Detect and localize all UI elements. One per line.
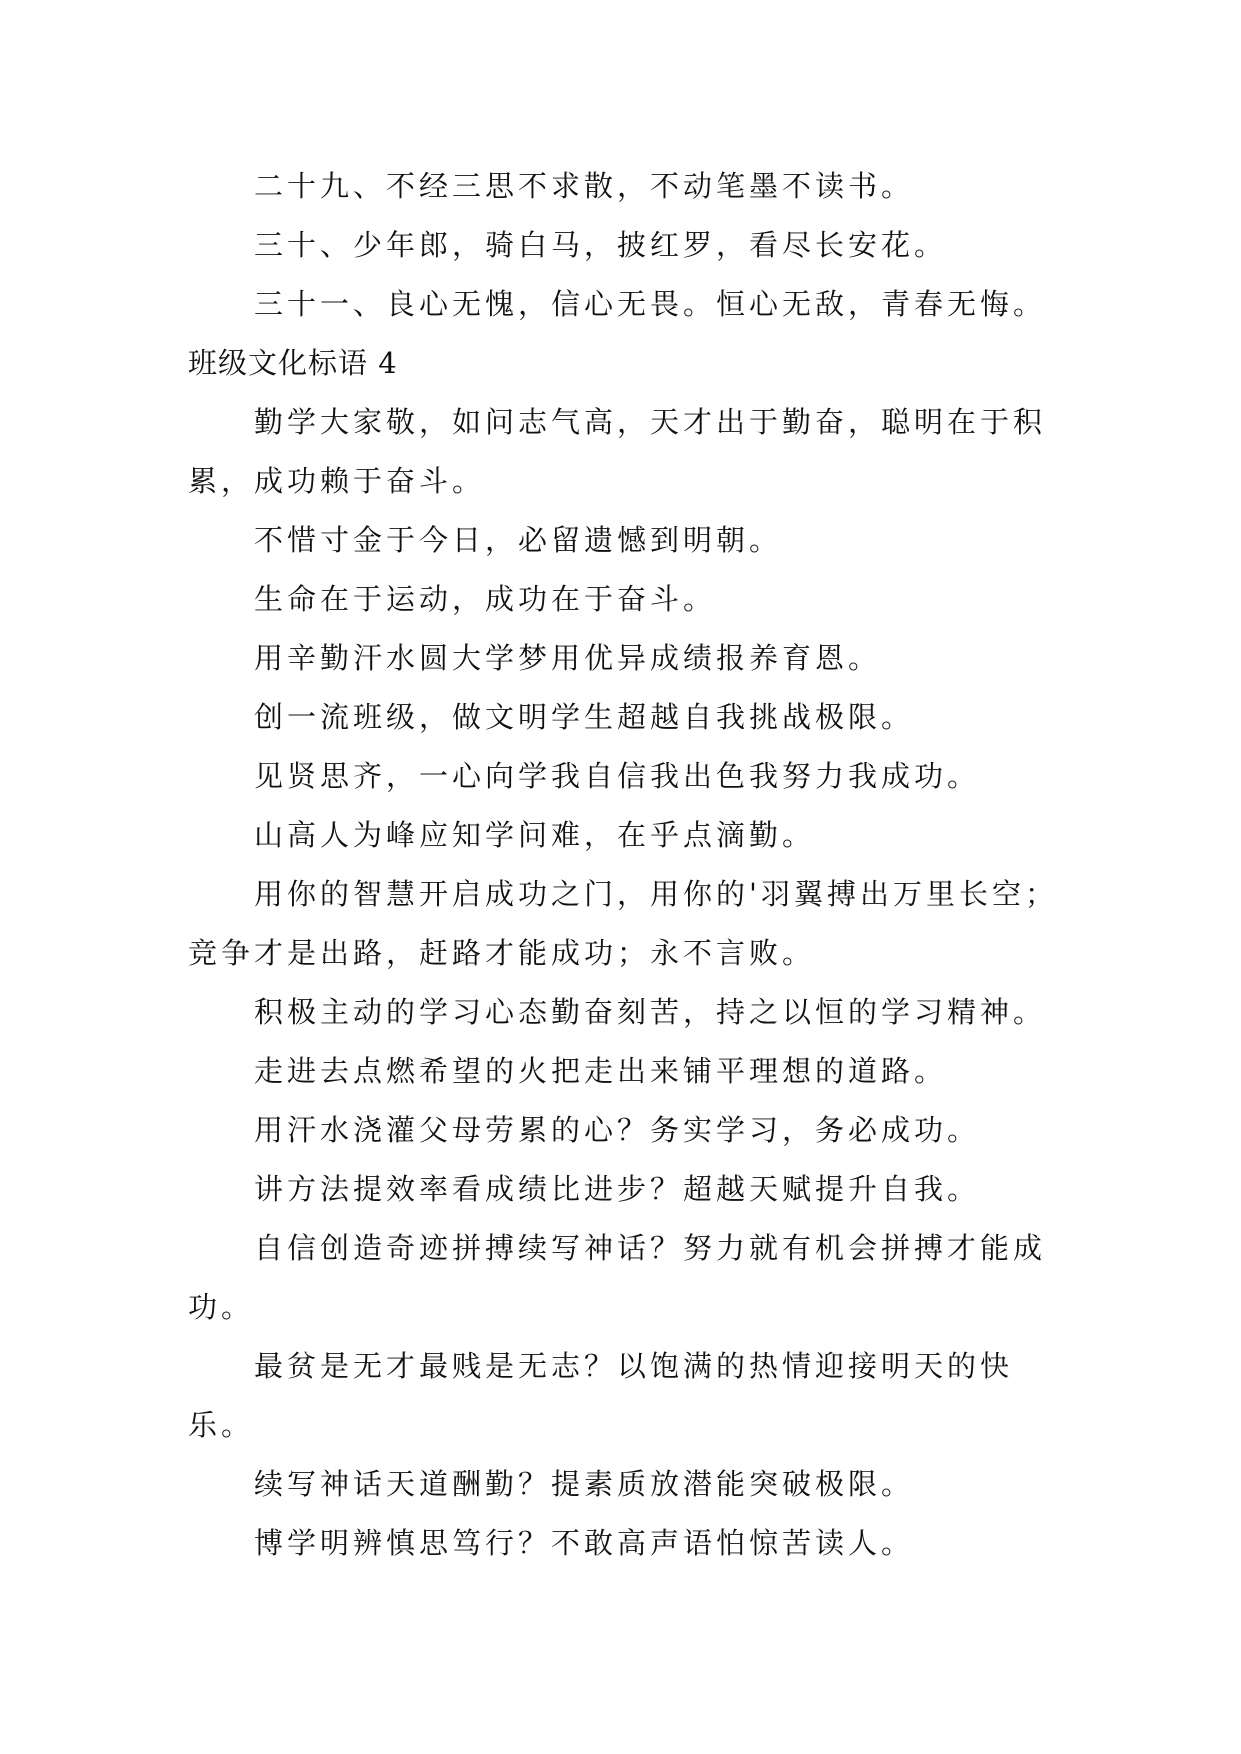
paragraph-31: 三十一、良心无愧，信心无畏。恒心无敌，青春无悔。 — [254, 287, 1047, 321]
slogan-paragraph: 山高人为峰应知学问难，在乎点滴勤。 — [254, 818, 816, 852]
slogan-paragraph: 积极主动的学习心态勤奋刻苦，持之以恒的学习精神。 — [254, 995, 1047, 1029]
slogan-paragraph: 讲方法提效率看成绩比进步？超越天赋提升自我。 — [254, 1172, 981, 1206]
slogan-paragraph: 最贫是无才最贱是无志？以饱满的热情迎接明天的快乐。 — [188, 1349, 1014, 1442]
slogan-paragraph: 走进去点燃希望的火把走出来铺平理想的道路。 — [254, 1054, 948, 1088]
slogan-paragraph: 博学明辨慎思笃行？不敢高声语怕惊苦读人。 — [254, 1526, 915, 1560]
slogan-paragraph: 不惜寸金于今日，必留遗憾到明朝。 — [254, 523, 783, 557]
slogan-paragraph: 用你的智慧开启成功之门，用你的'羽翼搏出万里长空；竞争才是出路，赶路才能成功；永不言败。 — [188, 877, 1058, 970]
slogan-paragraph: 自信创造奇迹拼搏续写神话？努力就有机会拼搏才能成功。 — [188, 1231, 1047, 1324]
paragraph-29: 二十九、不经三思不求散，不动笔墨不读书。 — [254, 169, 915, 203]
slogan-paragraph: 用汗水浇灌父母劳累的心？务实学习，务必成功。 — [254, 1113, 981, 1147]
slogan-paragraph: 生命在于运动，成功在于奋斗。 — [254, 582, 717, 616]
section-heading: 班级文化标语 4 — [188, 346, 398, 380]
slogan-paragraph: 勤学大家敬，如问志气高，天才出于勤奋，聪明在于积累，成功赖于奋斗。 — [188, 405, 1047, 498]
slogan-paragraph: 创一流班级，做文明学生超越自我挑战极限。 — [254, 700, 915, 734]
slogan-paragraph: 见贤思齐，一心向学我自信我出色我努力我成功。 — [254, 759, 981, 793]
document-body — [188, 157, 1070, 1573]
slogan-paragraph: 续写神话天道酬勤？提素质放潜能突破极限。 — [254, 1467, 915, 1501]
slogan-paragraph: 用辛勤汗水圆大学梦用优异成绩报养育恩。 — [254, 641, 882, 675]
paragraph-30: 三十、少年郎，骑白马，披红罗，看尽长安花。 — [254, 228, 948, 262]
